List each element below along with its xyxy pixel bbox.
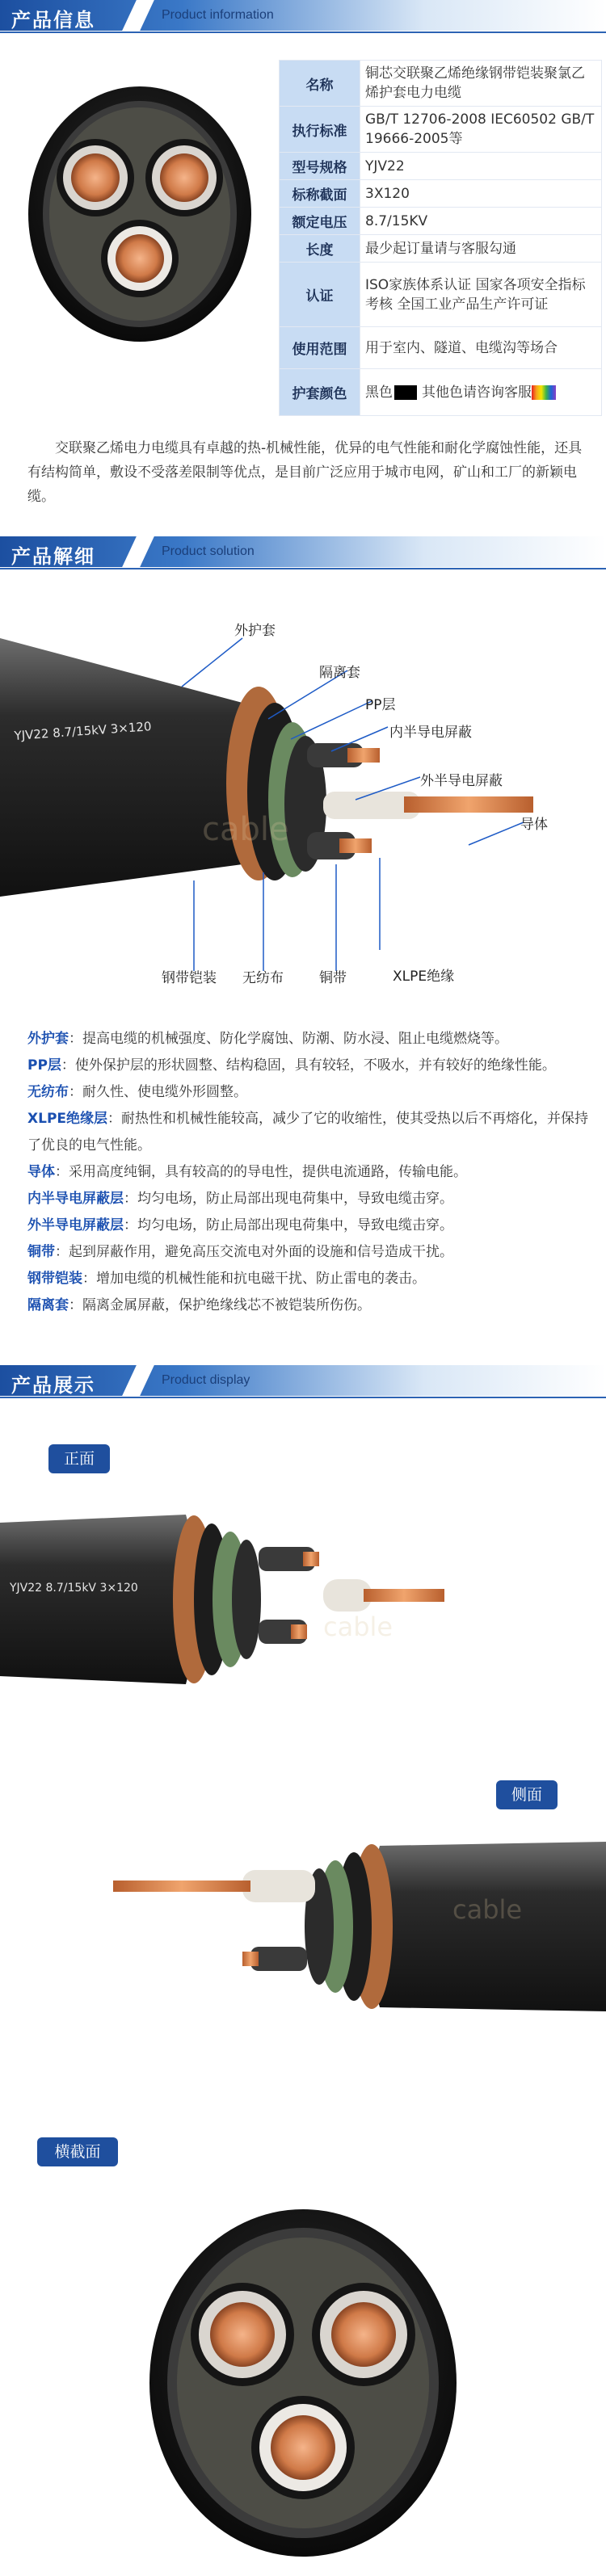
spec-value: 3X120: [360, 180, 602, 208]
desc-item: [27, 1292, 593, 1319]
spec-value: 用于室内、隧道、电缆沟等场合: [360, 327, 602, 369]
desc-text: ：均匀电场，防止局部出现电荷集中，导致电缆击穿。: [124, 1191, 453, 1207]
section-title: 产品信息: [11, 9, 95, 32]
label-steel-armor: 钢带铠装: [162, 970, 217, 986]
label-front-view: 正面: [48, 1444, 110, 1473]
spec-key: 名称: [280, 61, 360, 107]
cable-front-view-image: [0, 1498, 606, 1700]
spec-value: YJV22: [360, 153, 602, 180]
spec-value: 最少起订量请与客服勾通: [360, 235, 602, 263]
spec-row: [280, 263, 602, 327]
desc-term: 内半导电屏蔽层: [27, 1191, 124, 1207]
desc-item: [27, 1186, 593, 1212]
desc-term: 钢带铠装: [27, 1271, 82, 1287]
desc-text: ：均匀电场，防止局部出现电荷集中，导致电缆击穿。: [124, 1217, 453, 1233]
spec-value: [360, 369, 602, 416]
black-swatch: [394, 385, 417, 400]
spec-row: [280, 327, 602, 369]
desc-item: [27, 1212, 593, 1239]
watermark-text: cable: [202, 811, 289, 848]
label-conductor: 导体: [520, 817, 548, 833]
color-other-label: 其他色请咨询客服: [422, 384, 532, 401]
desc-term: 外半导电屏蔽层: [27, 1217, 124, 1233]
label-xlpe: XLPE绝缘: [393, 969, 455, 985]
spec-value: 铜芯交联聚乙烯绝缘钢带铠装聚氯乙烯护套电力电缆: [360, 61, 602, 107]
desc-text: ：耐久性、使电缆外形圆整。: [69, 1084, 247, 1100]
spec-key: 额定电压: [280, 208, 360, 235]
spec-table: [279, 60, 602, 416]
spec-row: [280, 369, 602, 416]
watermark-text: cable: [323, 1612, 393, 1642]
section-title: 产品展示: [11, 1374, 95, 1397]
spec-key: 认证: [280, 263, 360, 327]
spec-row: [280, 61, 602, 107]
desc-term: PP层: [27, 1057, 61, 1074]
section-title: 产品解细: [11, 545, 95, 568]
spec-key: 执行标准: [280, 107, 360, 153]
spec-key: 护套颜色: [280, 369, 360, 416]
spec-row: [280, 208, 602, 235]
rainbow-swatch: [532, 385, 556, 400]
desc-text: ：耐热性和机械性能较高，减少了它的收缩性，使其受热以后不再熔化，并保持了优良的电气性能。: [27, 1111, 589, 1154]
spec-key: 标称截面: [280, 180, 360, 208]
label-side-view: 侧面: [496, 1780, 558, 1809]
desc-term: 隔离套: [27, 1297, 69, 1313]
desc-item: [27, 1159, 593, 1186]
intro-paragraph: 交联聚乙烯电力电缆具有卓越的热-机械性能，优异的电气性能和耐化学腐蚀性能，还具有结构简单，敷设不受落差限制等优点，是目前广泛应用于城市电网，矿山和工厂的新颖电缆。: [27, 440, 583, 505]
section-banner-display: [0, 1365, 606, 1396]
desc-item: [27, 1026, 593, 1053]
label-cross-section-view: 横截面: [37, 2137, 118, 2166]
desc-term: 无纺布: [27, 1084, 69, 1100]
component-descriptions: [27, 1026, 593, 1319]
section-banner-solution: [0, 536, 606, 567]
label-pp-layer: PP层: [365, 697, 396, 713]
watermark-text: cable: [452, 1894, 523, 1925]
color-black-label: 黑色: [365, 384, 393, 401]
label-copper-tape: 铜带: [319, 970, 347, 986]
section-subtitle: Product solution: [162, 544, 255, 558]
desc-term: XLPE绝缘层: [27, 1111, 108, 1127]
spec-key: 长度: [280, 235, 360, 263]
cable-structure-diagram: [0, 598, 606, 1018]
desc-text: ：起到屏蔽作用，避免高压交流电对外面的设施和信号造成干扰。: [55, 1244, 453, 1260]
spec-value: 8.7/15KV: [360, 208, 602, 235]
section-banner-info: [0, 0, 606, 31]
spec-row: [280, 235, 602, 263]
label-outer-semi: 外半导电屏蔽: [420, 773, 503, 789]
cable-cross-section-image: [23, 81, 257, 347]
section-subtitle: Product display: [162, 1373, 250, 1387]
label-nonwoven: 无纺布: [242, 970, 284, 986]
desc-text: ：采用高度纯铜，具有较高的的导电性，提供电流通路，传输电能。: [55, 1164, 467, 1180]
desc-text: ：提高电缆的机械强度、防化学腐蚀、防潮、防水浸、阻止电缆燃烧等。: [69, 1031, 508, 1047]
desc-item: [27, 1053, 593, 1079]
desc-item: [27, 1266, 593, 1292]
desc-item: [27, 1239, 593, 1266]
section-subtitle: Product information: [162, 8, 274, 22]
label-isolation-sheath: 隔离套: [319, 665, 360, 681]
label-inner-semi: 内半导电屏蔽: [389, 725, 472, 741]
desc-item: [27, 1106, 593, 1159]
spec-row: [280, 107, 602, 153]
desc-term: 铜带: [27, 1244, 55, 1260]
cable-side-view-image: [0, 1826, 606, 2028]
spec-value: ISO家族体系认证 国家各项安全指标考核 全国工业产品生产许可证: [360, 263, 602, 327]
spec-row: [280, 180, 602, 208]
desc-item: [27, 1079, 593, 1106]
desc-text: ：增加电缆的机械性能和抗电磁干扰、防止雷电的袭击。: [82, 1271, 426, 1287]
desc-term: 导体: [27, 1164, 55, 1180]
spec-value: GB/T 12706-2008 IEC60502 GB/T 19666-2005等: [360, 107, 602, 153]
cable-cross-section-large-image: [145, 2205, 461, 2561]
label-outer-sheath: 外护套: [234, 623, 276, 639]
cable-print-text: YJV22 8.7/15kV 3×120: [14, 719, 153, 743]
desc-term: 外护套: [27, 1031, 69, 1047]
desc-text: ：隔离金属屏蔽，保护绝缘线芯不被铠装所伤伤。: [69, 1297, 371, 1313]
spec-key: 使用范围: [280, 327, 360, 369]
spec-key: 型号规格: [280, 153, 360, 180]
cable-print-text: YJV22 8.7/15kV 3×120: [10, 1582, 138, 1595]
spec-row: [280, 153, 602, 180]
desc-text: ：使外保护层的形状圆整、结构稳固，具有较轻，不吸水，并有较好的绝缘性能。: [61, 1057, 556, 1074]
